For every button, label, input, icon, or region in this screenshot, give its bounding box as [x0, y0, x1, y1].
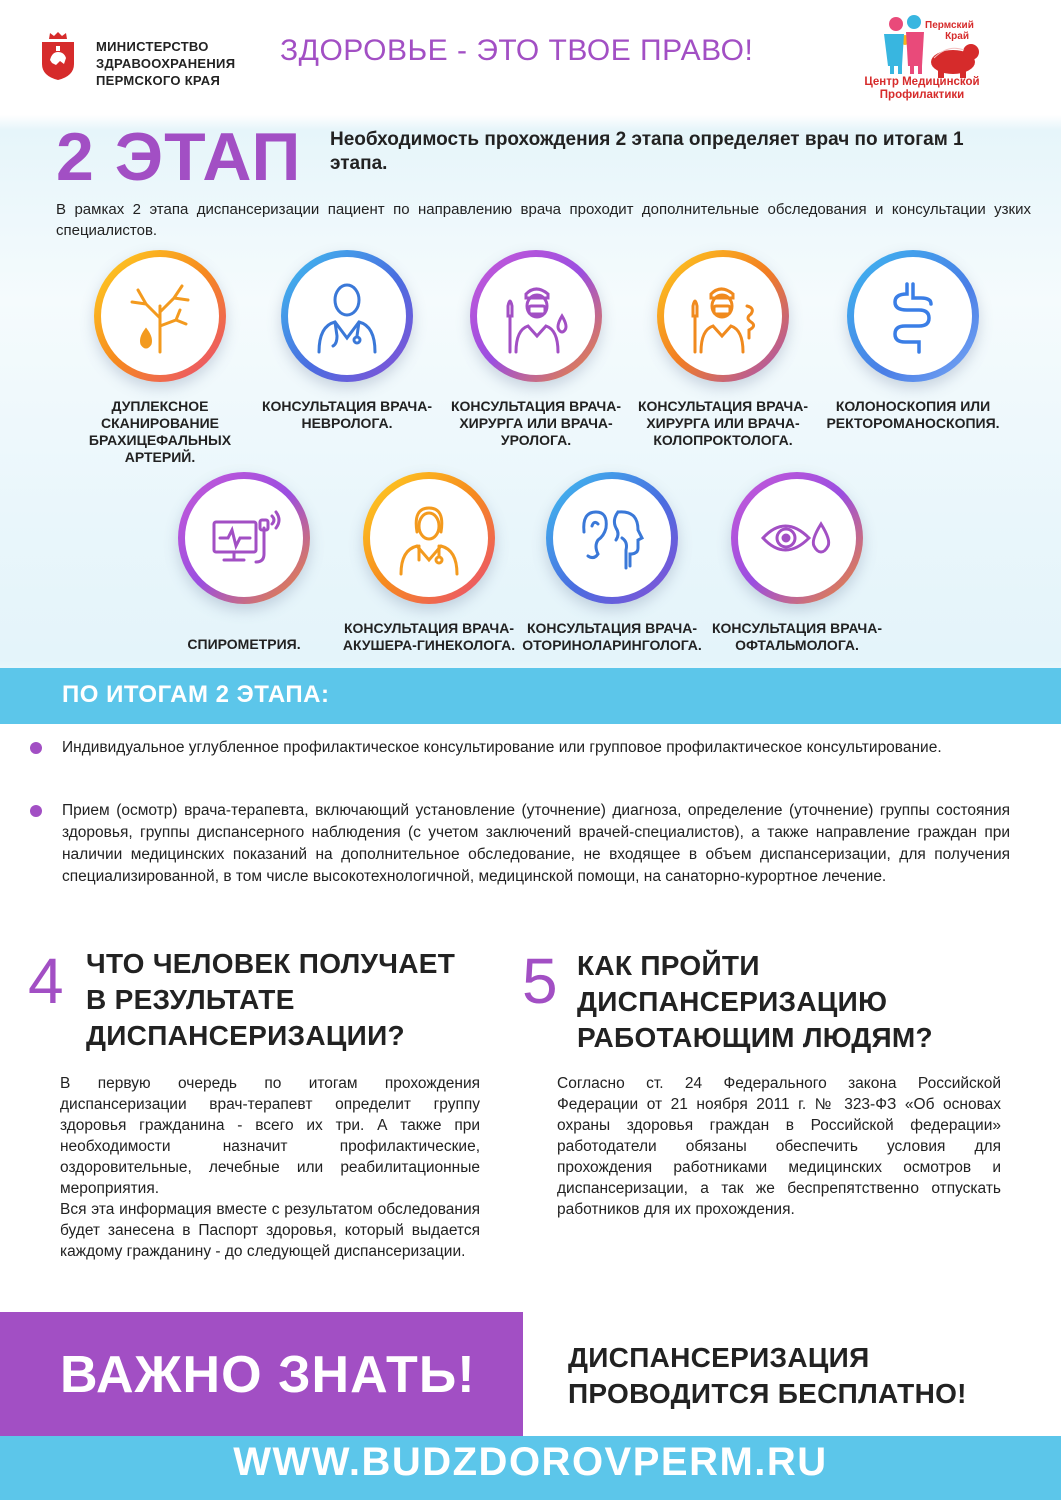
- exam-surgeon-urologist: [436, 250, 636, 449]
- stage-intro: В рамках 2 этапа диспансеризации пациент по направлению врача проходит дополнительные обследования и консультации узких специалистов.: [56, 201, 1031, 239]
- section5-title-line: ДИСПАНСЕРИЗАЦИЮ: [577, 986, 888, 1017]
- section5-title-line: КАК ПРОЙТИ: [577, 950, 760, 981]
- section4-paragraph: В первую очередь по итогам прохождения диспансеризации врач-терапевт определит группу здоровья гражданина - всего их три. А также при необходимости назначит профилактические, оздоровительные, лечебные или реабилитационные мероприятия.: [60, 1075, 480, 1197]
- section4-paragraph: Вся эта информация вместе с результатом обследования будет занесена в Паспорт здоровья, который выдается каждому гражданину - до следующей диспансеризации.: [60, 1201, 480, 1260]
- intestine-icon: [873, 276, 953, 356]
- icon-ring: [546, 472, 678, 604]
- exam-duplex-scan: [60, 250, 260, 466]
- section5-title-line: РАБОТАЮЩИМ ЛЮДЯМ?: [577, 1022, 933, 1053]
- section4-number: 4: [28, 945, 64, 1017]
- section4-body: [60, 1073, 480, 1262]
- free-notice-line: ДИСПАНСЕРИЗАЦИЯ: [568, 1342, 870, 1373]
- icon-ring: [657, 250, 789, 382]
- icon-ring: [363, 472, 495, 604]
- ministry-line: МИНИСТЕРСТВО: [96, 39, 209, 54]
- section4-title-line: ДИСПАНСЕРИЗАЦИИ?: [86, 1020, 405, 1051]
- results-item-text: Прием (осмотр) врача-терапевта, включающий установление (уточнение) диагноза, определение (уточнение) группы состояния здоровья, группы диспансерного наблюдения (с учетом заключений врачей-специалистов), а также направление граждан при наличии медицинских показаний на дополнительное обследование, не входящее в объем диспансеризации, для получения специализированной, в том числе высокотехнологичной, медицинской помощи, на санаторно-курортное лечение.: [62, 802, 1010, 885]
- header: [0, 0, 1061, 115]
- spirometer-icon: [204, 498, 284, 578]
- icon-ring: [94, 250, 226, 382]
- proctologist-icon: [683, 276, 763, 356]
- icon-ring: [470, 250, 602, 382]
- exam-neurologist: [247, 250, 447, 432]
- surgeon-icon: [496, 276, 576, 356]
- section5-body: Согласно ст. 24 Федерального закона Российской Федерации от 21 ноября 2011 г. № 323-ФЗ «Об основах охраны здоровья граждан в Российской федерации» работодатели обязаны обеспечить условия для прохождения работниками медицинских осмотров и диспансеризации, а так же беспрепятственно отпускать работников для их прохождения.: [557, 1075, 1001, 1218]
- slogan: ЗДОРОВЬЕ - ЭТО ТВОЕ ПРАВО!: [280, 34, 754, 67]
- free-notice: [568, 1340, 967, 1412]
- free-notice-line: ПРОВОДИТСЯ БЕСПЛАТНО!: [568, 1378, 967, 1409]
- results-title: ПО ИТОГАМ 2 ЭТАПА:: [62, 681, 330, 708]
- logo-region-label: [925, 20, 974, 42]
- exam-spirometry: [144, 472, 344, 653]
- exam-label: КОНСУЛЬТАЦИЯ ВРАЧА-ОФТАЛЬМОЛОГА.: [711, 620, 882, 653]
- doctor-icon: [307, 276, 387, 356]
- exam-label: ДУПЛЕКСНОЕ СКАНИРОВАНИЕ БРАХИЦЕФАЛЬНЫХ АРТЕРИЙ.: [88, 398, 232, 465]
- section4-title: [86, 946, 455, 1054]
- results-item: [30, 737, 1010, 759]
- exam-ent: [512, 472, 712, 654]
- exam-label: КОНСУЛЬТАЦИЯ ВРАЧА-ХИРУРГА ИЛИ ВРАЧА-КОЛОПРОКТОЛОГА.: [637, 398, 808, 448]
- perm-coat-of-arms-icon: [40, 30, 76, 82]
- exam-surgeon-proctologist: [623, 250, 823, 449]
- section5-title: [577, 948, 933, 1056]
- exam-label: КОНСУЛЬТАЦИЯ ВРАЧА-НЕВРОЛОГА.: [261, 398, 432, 431]
- bullet-dot: [30, 742, 42, 754]
- exam-ophthalmologist: [697, 472, 897, 654]
- eye-icon: [757, 498, 837, 578]
- exam-colonoscopy: [813, 250, 1013, 432]
- results-item-text: Индивидуальное углубленное профилактическое консультирование или групповое профилактическое консультирование.: [62, 739, 942, 756]
- icon-ring: [731, 472, 863, 604]
- stage-title: 2 ЭТАП: [56, 119, 302, 195]
- results-item: [30, 800, 1010, 888]
- icon-ring: [847, 250, 979, 382]
- ministry-name: [96, 38, 235, 89]
- website-link[interactable]: WWW.BUDZDOROVPERM.RU: [233, 1440, 828, 1484]
- logo-caption: [858, 76, 986, 102]
- logo-caption-line: Центр Медицинской: [864, 76, 980, 88]
- section5-number: 5: [522, 945, 558, 1017]
- exam-label: КОНСУЛЬТАЦИЯ ВРАЧА-АКУШЕРА-ГИНЕКОЛОГА.: [342, 620, 516, 653]
- ministry-line: ПЕРМСКОГО КРАЯ: [96, 73, 221, 88]
- icon-ring: [281, 250, 413, 382]
- important-title: ВАЖНО ЗНАТЬ!: [60, 1346, 476, 1404]
- logo-caption-line: Профилактики: [879, 89, 965, 101]
- exam-gynecologist: [329, 472, 529, 654]
- arteries-icon: [120, 276, 200, 356]
- stage-note: Необходимость прохождения 2 этапа определяет врач по итогам 1 этапа.: [330, 129, 964, 174]
- exam-label: КОНСУЛЬТАЦИЯ ВРАЧА-ОТОРИНОЛАРИНГОЛОГА.: [522, 620, 702, 653]
- logo-region-line: Пермский: [925, 20, 974, 31]
- icon-ring: [178, 472, 310, 604]
- female-doctor-icon: [389, 498, 469, 578]
- exam-label: КОНСУЛЬТАЦИЯ ВРАЧА-ХИРУРГА ИЛИ ВРАЧА-УРОЛОГА.: [450, 398, 621, 448]
- section4-title-line: ЧТО ЧЕЛОВЕК ПОЛУЧАЕТ: [86, 948, 456, 979]
- ministry-line: ЗДРАВООХРАНЕНИЯ: [96, 56, 236, 71]
- logo-region-line: Край: [945, 31, 969, 42]
- exam-label: СПИРОМЕТРИЯ.: [187, 636, 301, 652]
- exam-label: КОЛОНОСКОПИЯ ИЛИ РЕКТОРОМАНОСКОПИЯ.: [826, 398, 1000, 431]
- section4-title-line: В РЕЗУЛЬТАТЕ: [86, 984, 295, 1015]
- bullet-dot: [30, 805, 42, 817]
- ear-nose-throat-icon: [572, 498, 652, 578]
